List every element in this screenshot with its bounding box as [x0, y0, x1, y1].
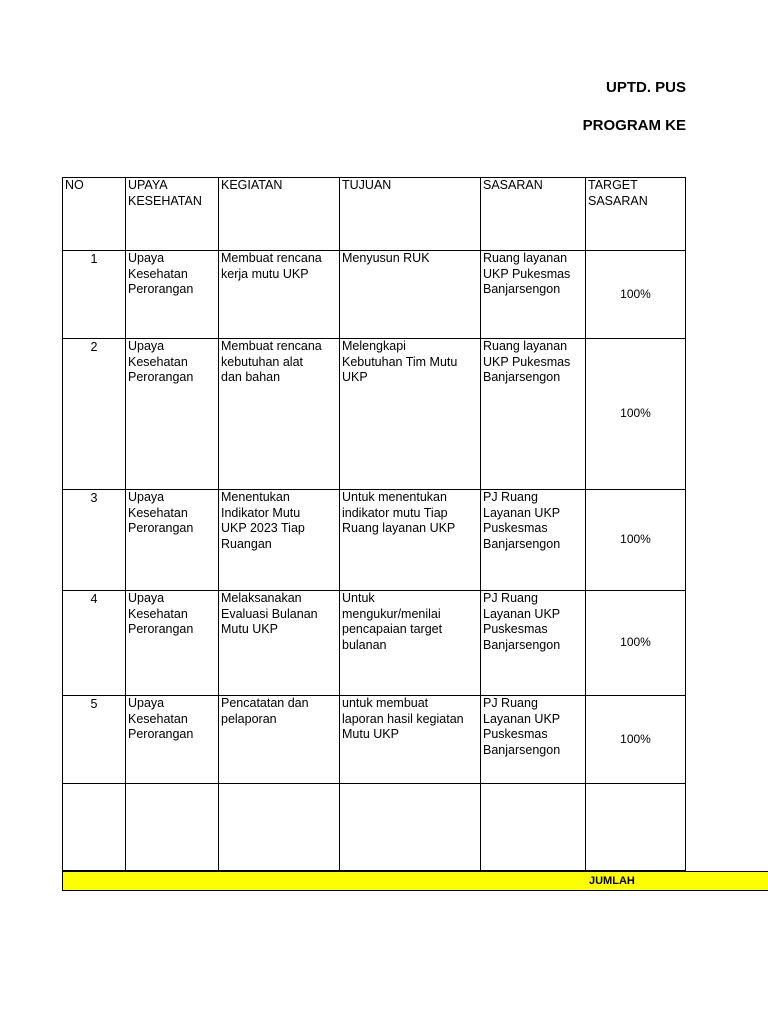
- header-cell-kegiatan: KEGIATAN: [219, 178, 340, 251]
- cell-target: [586, 784, 686, 871]
- cell-tujuan: untuk membuat laporan hasil kegiatan Mutu UKP: [340, 696, 481, 784]
- cell-sasaran: Ruang layanan UKP Pukesmas Banjarsengon: [481, 251, 586, 339]
- cell-kegiatan: Membuat rencana kerja mutu UKP: [219, 251, 340, 339]
- cell-sasaran: Ruang layanan UKP Pukesmas Banjarsengon: [481, 339, 586, 490]
- table-header-row: [63, 178, 686, 251]
- cell-tujuan: Untuk mengukur/menilai pencapaian target bulanan: [340, 591, 481, 696]
- cell-sasaran: [481, 784, 586, 871]
- cell-tujuan: [340, 784, 481, 871]
- cell-upaya: Upaya Kesehatan Perorangan: [126, 339, 219, 490]
- header-cell-upaya: UPAYA KESEHATAN: [126, 178, 219, 251]
- jumlah-total-row: [62, 871, 768, 891]
- jumlah-label: JUMLAH: [589, 875, 635, 887]
- table-row: [63, 490, 686, 591]
- cell-upaya: Upaya Kesehatan Perorangan: [126, 251, 219, 339]
- cell-no: 3: [63, 490, 126, 591]
- cell-upaya: Upaya Kesehatan Perorangan: [126, 490, 219, 591]
- cell-no: [63, 784, 126, 871]
- cell-target: 100%: [586, 490, 686, 591]
- header-cell-target: TARGET SASARAN: [586, 178, 686, 251]
- cell-kegiatan: [219, 784, 340, 871]
- table-row: [63, 696, 686, 784]
- cell-tujuan: Melengkapi Kebutuhan Tim Mutu UKP: [340, 339, 481, 490]
- table-row-empty: [63, 784, 686, 871]
- cell-upaya: Upaya Kesehatan Perorangan: [126, 591, 219, 696]
- cell-kegiatan: Pencatatan dan pelaporan: [219, 696, 340, 784]
- cell-target: 100%: [586, 696, 686, 784]
- cell-kegiatan: Menentukan Indikator Mutu UKP 2023 Tiap Ruangan: [219, 490, 340, 591]
- cell-target: 100%: [586, 591, 686, 696]
- cell-no: 5: [63, 696, 126, 784]
- table-row: [63, 339, 686, 490]
- header-cell-no: NO: [63, 178, 126, 251]
- cell-kegiatan: Melaksanakan Evaluasi Bulanan Mutu UKP: [219, 591, 340, 696]
- table-row: [63, 251, 686, 339]
- program-table: [62, 177, 686, 871]
- cell-no: 1: [63, 251, 126, 339]
- cell-target: 100%: [586, 339, 686, 490]
- cell-sasaran: PJ Ruang Layanan UKP Puskesmas Banjarsengon: [481, 591, 586, 696]
- header-cell-tujuan: TUJUAN: [340, 178, 481, 251]
- cell-sasaran: PJ Ruang Layanan UKP Puskesmas Banjarsengon: [481, 696, 586, 784]
- cell-tujuan: Menyusun RUK: [340, 251, 481, 339]
- table-row: [63, 591, 686, 696]
- header-title-line2: PROGRAM KE: [582, 117, 686, 134]
- cell-no: 2: [63, 339, 126, 490]
- cell-upaya: Upaya Kesehatan Perorangan: [126, 696, 219, 784]
- cell-target: 100%: [586, 251, 686, 339]
- header-title-line1: UPTD. PUS: [605, 79, 686, 96]
- cell-kegiatan: Membuat rencana kebutuhan alat dan bahan: [219, 339, 340, 490]
- header-cell-sasaran: SASARAN: [481, 178, 586, 251]
- cell-no: 4: [63, 591, 126, 696]
- cell-upaya: [126, 784, 219, 871]
- cell-sasaran: PJ Ruang Layanan UKP Puskesmas Banjarsengon: [481, 490, 586, 591]
- cell-tujuan: Untuk menentukan indikator mutu Tiap Ruang layanan UKP: [340, 490, 481, 591]
